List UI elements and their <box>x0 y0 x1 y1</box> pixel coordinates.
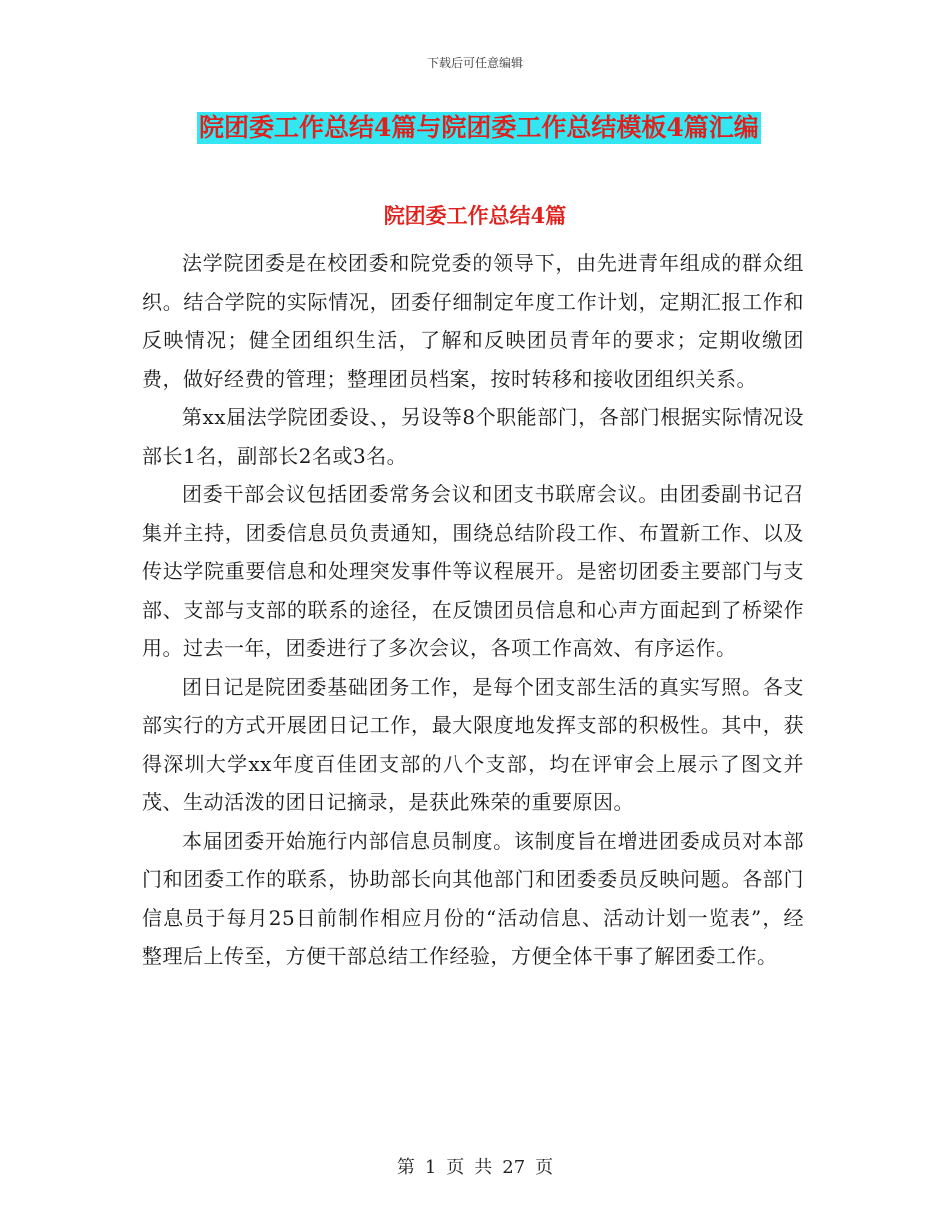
footer-total-label: 共 <box>474 1157 493 1178</box>
page-header-note: 下载后可任意编辑 <box>426 56 523 70</box>
footer-suffix: 页 <box>535 1157 554 1178</box>
paragraph-2: 第xx届法学院团委设、，另设等8个职能部门，各部门根据实际情况设部长1名，副部长2名或3名。 <box>142 405 804 468</box>
footer-page-label: 页 <box>446 1157 465 1178</box>
paragraph-5: 本届团委开始施行内部信息员制度。该制度旨在增进团委成员对本部门和团委工作的联系，协助部长向其他部门和团委委员反映问题。各部门信息员于每月25日前制作相应月份的“活动信息、活动计划一览表”，经整理后上传至，方便干部总结工作经验，方便全体干事了解团委工作。 <box>142 828 804 968</box>
footer-page-number: 1 <box>424 1157 437 1178</box>
paragraph-1: 法学院团委是在校团委和院党委的领导下，由先进青年组成的群众组织。结合学院的实际情况，团委仔细制定年度工作计划，定期汇报工作和反映情况；健全团组织生活，了解和反映团员青年的要求；定期收缴团费，做好经费的管理；整理团员档案，按时转移和接收团组织关系。 <box>142 251 804 391</box>
document-title: 院团委工作总结4篇与院团委工作总结模板4篇汇编 <box>199 113 759 142</box>
paragraph-3: 团委干部会议包括团委常务会议和团支书联席会议。由团委副书记召集并主持，团委信息员负责通知，围绕总结阶段工作、布置新工作、以及传达学院重要信息和处理突发事件等议程展开。是密切团委主要部门与支部、支部与支部的联系的途径，在反馈团员信息和心声方面起到了桥梁作用。过去一年，团委进行了多次会议，各项工作高效、有序运作。 <box>142 482 804 660</box>
paragraph-4: 团日记是院团委基础团务工作，是每个团支部生活的真实写照。各支部实行的方式开展团日记工作，最大限度地发挥支部的积极性。其中，获得深圳大学xx年度百佳团支部的八个支部，均在评审会上展示了图文并茂、生动活泼的团日记摘录，是获此殊荣的重要原因。 <box>142 674 804 814</box>
footer-total-pages: 27 <box>502 1157 526 1178</box>
footer-prefix: 第 <box>396 1157 415 1178</box>
page-footer <box>0 1153 950 1179</box>
document-body <box>142 244 804 976</box>
section-title: 院团委工作总结4篇 <box>383 203 567 228</box>
